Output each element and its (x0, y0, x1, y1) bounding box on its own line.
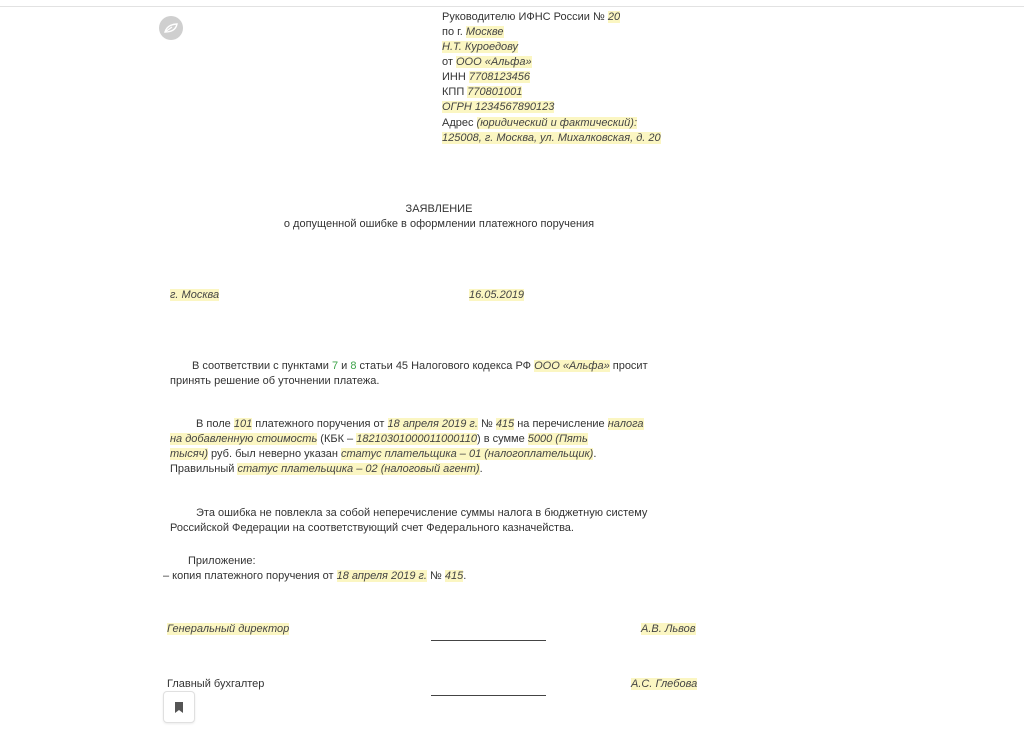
para2-line2 (170, 432, 588, 446)
date-value: 16.05.2019 (469, 289, 525, 301)
city-prefix: по г. (442, 26, 466, 38)
org-name: ООО «Альфа» (534, 360, 610, 372)
address-line (442, 131, 661, 145)
text-fragment: № (477, 418, 496, 430)
ogrn-line (442, 100, 554, 114)
attachment-item (163, 569, 466, 583)
director-name (641, 622, 696, 636)
head-line (442, 40, 518, 54)
from-org: ООО «Альфа» (455, 56, 532, 68)
text-fragment: руб. был неверно указан (208, 448, 342, 460)
para3-line1: Эта ошибка не повлекла за собой неперечисление суммы налога в бюджетную систему (196, 507, 648, 519)
accountant-position: Главный бухгалтер (167, 678, 265, 690)
name-value: А.В. Львов (641, 623, 696, 635)
para3-line2: Российской Федерации на соответствующий счет Федерального казначейства. (170, 522, 574, 534)
from-line (442, 55, 532, 69)
para1-line1 (192, 359, 648, 373)
kpp-value: 770801001 (467, 86, 523, 98)
from-prefix: от (442, 56, 456, 68)
leaf-icon[interactable] (159, 16, 183, 40)
head-name: Н.Т. Куроедову (442, 41, 519, 53)
tax-name: налога (607, 418, 644, 430)
text-fragment: просит (609, 360, 648, 372)
para1-line2: принять решение об уточнении платежа. (170, 375, 380, 387)
bookmark-icon[interactable] (163, 691, 195, 723)
text-fragment: – копия платежного поручения от (163, 570, 337, 582)
document-title: ЗАЯВЛЕНИЕ (405, 203, 473, 215)
text-fragment: Правильный (170, 463, 238, 475)
text-fragment: на перечисление (514, 418, 608, 430)
recipient-prefix: Руководителю ИФНС России № (442, 11, 608, 23)
text-fragment: (КБК – (317, 433, 357, 445)
para2-line1 (196, 417, 644, 431)
text-fragment: В поле (196, 418, 234, 430)
director-position (167, 622, 289, 636)
tax-name: на добавленную стоимость (170, 433, 318, 445)
order-date: 18 апреля 2019 г. (387, 418, 478, 430)
point-number: 8 (350, 360, 357, 372)
attachment-label: Приложение: (188, 555, 256, 567)
sum-value: 5000 (Пять (527, 433, 588, 445)
inn-value: 7708123456 (468, 71, 531, 83)
correct-status: статус плательщика – 02 (налоговый агент) (237, 463, 480, 475)
text-fragment: статьи 45 Налогового кодекса РФ (356, 360, 535, 372)
place-value: г. Москва (170, 289, 220, 301)
inn-line (442, 70, 530, 84)
para2-line3 (170, 447, 596, 461)
text-fragment: ) в сумме (476, 433, 528, 445)
wrong-status: статус плательщика – 01 (налогоплательщик) (341, 448, 594, 460)
kbk-code: 18210301000011000110 (356, 433, 477, 445)
address-label: Адрес (442, 117, 477, 129)
kpp-prefix: КПП (442, 86, 468, 98)
text-fragment: . (593, 448, 597, 460)
text-fragment: и (338, 360, 351, 372)
ifns-number: 20 (607, 11, 621, 23)
ogrn-value: ОГРН 1234567890123 (442, 101, 555, 113)
signature-line (431, 695, 546, 696)
order-number: 415 (495, 418, 515, 430)
inn-prefix: ИНН (442, 71, 469, 83)
text-fragment: . (479, 463, 483, 475)
position-value: Генеральный директор (167, 623, 290, 635)
text-fragment: . (463, 570, 467, 582)
text-fragment: № (426, 570, 445, 582)
address-kind: (юридический и фактический): (476, 117, 638, 129)
date (469, 288, 524, 302)
attachment-number: 415 (444, 570, 464, 582)
text-fragment: В соответствии с пунктами (192, 360, 332, 372)
name-value: А.С. Глебова (631, 678, 698, 690)
accountant-name (631, 677, 697, 691)
city-name: Москве (465, 26, 504, 38)
signature-line (431, 640, 546, 641)
text-fragment: платежного поручения от (252, 418, 388, 430)
address-value: 125008, г. Москва, ул. Михалковская, д. 20 (442, 132, 661, 144)
document-subtitle: о допущенной ошибке в оформлении платежного поручения (283, 218, 595, 230)
point-number: 7 (331, 360, 339, 372)
attachment-date: 18 апреля 2019 г. (336, 570, 427, 582)
address-label-line (442, 116, 637, 130)
sum-value: тысяч) (170, 448, 208, 460)
top-divider (0, 6, 1024, 7)
kpp-line (442, 85, 522, 99)
city-line (442, 25, 504, 39)
field-number: 101 (233, 418, 253, 430)
place (170, 288, 219, 302)
recipient-line (442, 10, 620, 24)
para2-line4 (170, 462, 483, 476)
